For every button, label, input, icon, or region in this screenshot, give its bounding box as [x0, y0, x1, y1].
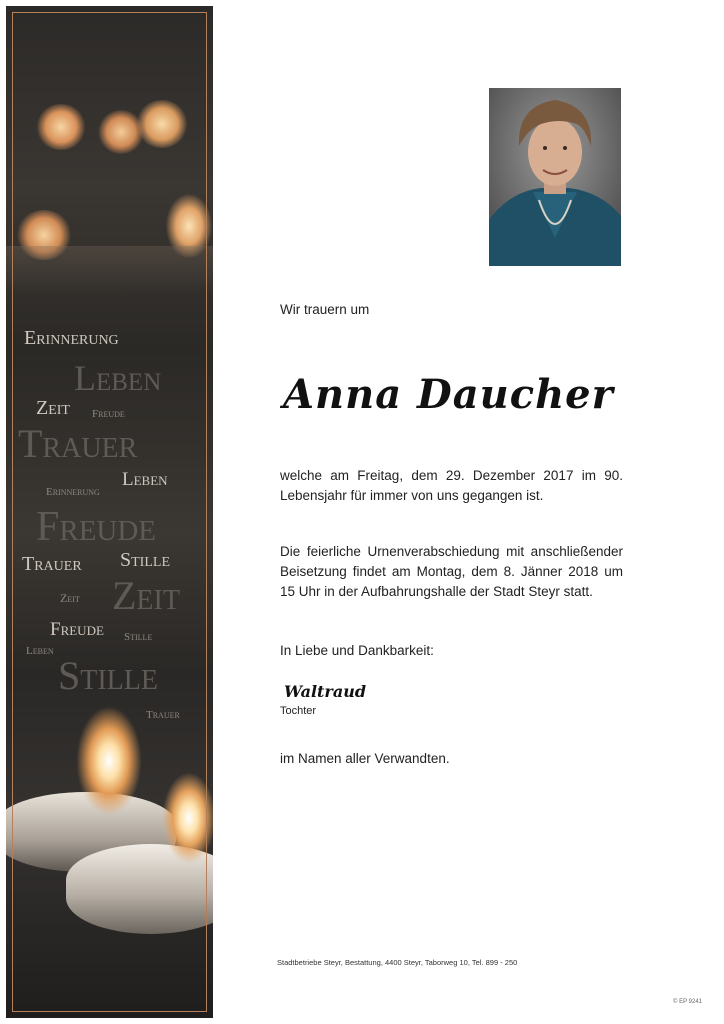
ceremony-details: Die feierliche Urnenverabschiedung mit anschließender Beisetzung findet am Montag, dem 8. Jänner 2018 um 15 Uhr in der Aufbahrungshalle der Stadt Steyr statt.: [280, 544, 623, 599]
strip-word: Zeit: [112, 573, 180, 618]
signature-name: Waltraud: [284, 682, 367, 701]
strip-word: Leben: [122, 469, 168, 490]
gratitude-line: In Liebe und Dankbarkeit:: [280, 643, 434, 658]
strip-word: Freude: [36, 504, 157, 550]
strip-word: Trauer: [18, 421, 138, 466]
strip-word: Trauer: [146, 709, 180, 721]
strip-word: Stille: [58, 653, 158, 698]
strip-word: Erinnerung: [46, 486, 100, 498]
death-notice: welche am Freitag, dem 29. Dezember 2017 im 90. Lebensjahr für immer von uns gegangen ist.: [280, 468, 623, 503]
relation-label: Tochter: [280, 705, 317, 717]
strip-word: Freude: [92, 408, 125, 420]
strip-word: Leben: [26, 645, 54, 657]
strip-word: Trauer: [22, 553, 82, 575]
intro-text: Wir trauern um: [280, 302, 370, 317]
portrait-photo: [489, 88, 621, 266]
deceased-name: Anna Daucher: [283, 371, 614, 418]
document-code: © EP 9241: [673, 999, 702, 1005]
strip-word: Zeit: [60, 591, 80, 605]
strip-word: Stille: [124, 631, 153, 643]
family-line: im Namen aller Verwandten.: [280, 751, 450, 766]
decorative-candle-strip: [6, 6, 213, 1018]
strip-frame: [12, 12, 207, 1012]
strip-word: Freude: [50, 619, 104, 640]
strip-word: Zeit: [36, 397, 70, 419]
strip-word: Erinnerung: [24, 327, 119, 349]
funeral-home-footer: Stadtbetriebe Steyr, Bestattung, 4400 Steyr, Taborweg 10, Tel. 899 - 250: [277, 958, 518, 967]
portrait-image: [489, 88, 621, 266]
strip-word: Leben: [74, 358, 162, 398]
strip-word: Stille: [120, 549, 170, 571]
